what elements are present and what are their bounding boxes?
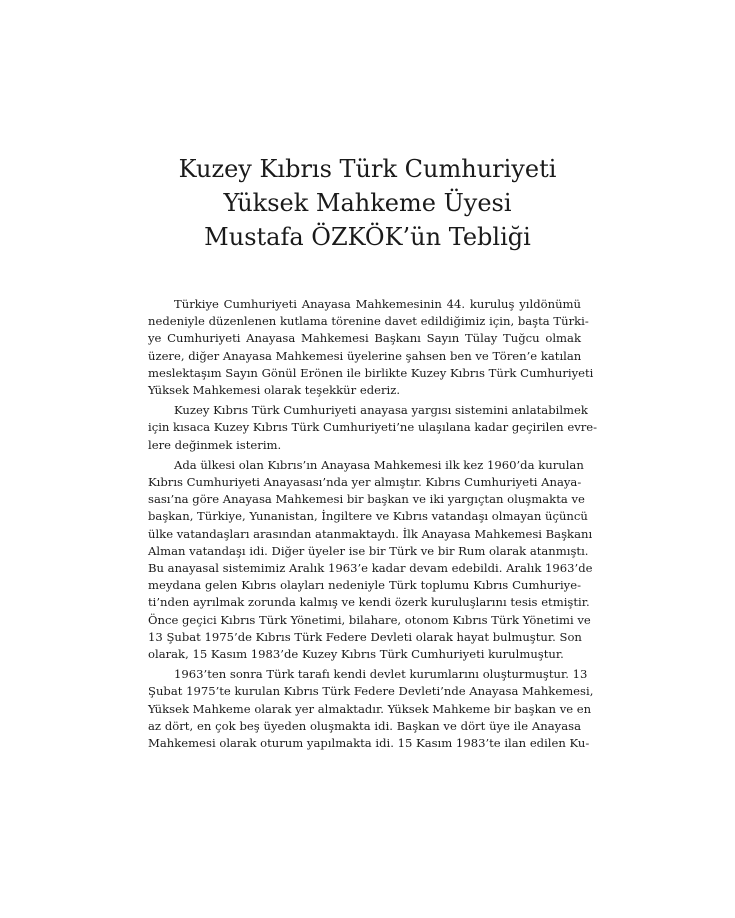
page-title	[0, 152, 735, 254]
text-line: meydana gelen Kıbrıs olayları nedeniyle Türk toplumu Kıbrıs Cumhuriye-	[148, 578, 581, 593]
text-line: ti’nden ayrılmak zorunda kalmış ve kendi özerk kuruluşlarını tesis etmiştir.	[148, 595, 590, 610]
text-line: Bu anayasal sistemimiz Aralık 1963’e kadar devam edebildi. Aralık 1963’de	[148, 561, 593, 576]
title-line-3: Mustafa ÖZKÖK’ün Tebliği	[204, 223, 531, 251]
text-line: üzere, diğer Anayasa Mahkemesi üyelerine şahsen ben ve Tören’e katılan	[148, 348, 582, 363]
paragraph-3	[148, 457, 593, 663]
text-line: Türkiye Cumhuriyeti Anayasa Mahkemesinin 44. kuruluş yıldönümü	[174, 297, 581, 311]
text-line: Alman vatandaşı idi. Diğer üyeler ise bir Türk ve bir Rum olarak atanmıştı.	[148, 543, 589, 558]
text-line: Yüksek Mahkeme olarak yer almaktadır. Yüksek Mahkeme bir başkan ve en	[148, 701, 592, 716]
text-line: Önce geçici Kıbrıs Türk Yönetimi, bilahare, otonom Kıbrıs Türk Yönetimi ve	[148, 612, 591, 627]
title-line-1: Kuzey Kıbrıs Türk Cumhuriyeti	[178, 155, 557, 183]
text-line: olarak, 15 Kasım 1983’de Kuzey Kıbrıs Türk Cumhuriyeti kurulmuştur.	[148, 647, 564, 662]
text-line: Şubat 1975’te kurulan Kıbrıs Türk Federe Devleti’nde Anayasa Mahkemesi,	[148, 684, 594, 699]
text-line: ye Cumhuriyeti Anayasa Mahkemesi Başkanı Sayın Tülay Tuğcu olmak	[148, 331, 581, 346]
text-line: başkan, Türkiye, Yunanistan, İngiltere ve Kıbrıs vatandaşı olmayan üçüncü	[148, 509, 588, 524]
text-line: lere değinmek isterim.	[148, 437, 282, 452]
text-line: sası’na göre Anayasa Mahkemesi bir başkan ve iki yargıçtan oluşmakta ve	[148, 492, 585, 507]
paragraph-1	[148, 296, 594, 399]
text-line: meslektaşım Sayın Gönül Erönen ile birlikte Kuzey Kıbrıs Türk Cumhuriyeti	[148, 365, 594, 380]
text-line: Kıbrıs Cumhuriyeti Anayasası’nda yer almıştır. Kıbrıs Cumhuriyeti Anaya-	[148, 475, 582, 490]
paragraph-2	[148, 402, 598, 454]
paragraph-4	[148, 666, 594, 752]
text-line: Yüksek Mahkemesi olarak teşekkür ederiz.	[148, 383, 401, 398]
text-line: ülke vatandaşları arasından atanmaktaydı. İlk Anayasa Mahkemesi Başkanı	[148, 526, 593, 541]
text-line: nedeniyle düzenlenen kutlama törenine davet edildiğimiz için, başta Türki-	[148, 314, 589, 329]
text-line: Ada ülkesi olan Kıbrıs’ın Anayasa Mahkemesi ilk kez 1960’da kurulan	[174, 457, 584, 472]
text-line: az dört, en çok beş üyeden oluşmakta idi. Başkan ve dört üye ile Anayasa	[148, 718, 581, 733]
body-text	[148, 296, 598, 755]
text-line: 1963’ten sonra Türk tarafı kendi devlet kurumlarını oluşturmuştur. 13	[174, 667, 588, 682]
title-line-2: Yüksek Mahkeme Üyesi	[223, 189, 512, 217]
text-line: Kuzey Kıbrıs Türk Cumhuriyeti anayasa yargısı sistemini anlatabilmek	[174, 403, 588, 418]
text-line: için kısaca Kuzey Kıbrıs Türk Cumhuriyeti’ne ulaşılana kadar geçirilen evre-	[148, 420, 598, 435]
text-line: Mahkemesi olarak oturum yapılmakta idi. 15 Kasım 1983’te ilan edilen Ku-	[148, 736, 590, 751]
text-line: 13 Şubat 1975’de Kıbrıs Türk Federe Devleti olarak hayat bulmuştur. Son	[148, 629, 582, 644]
